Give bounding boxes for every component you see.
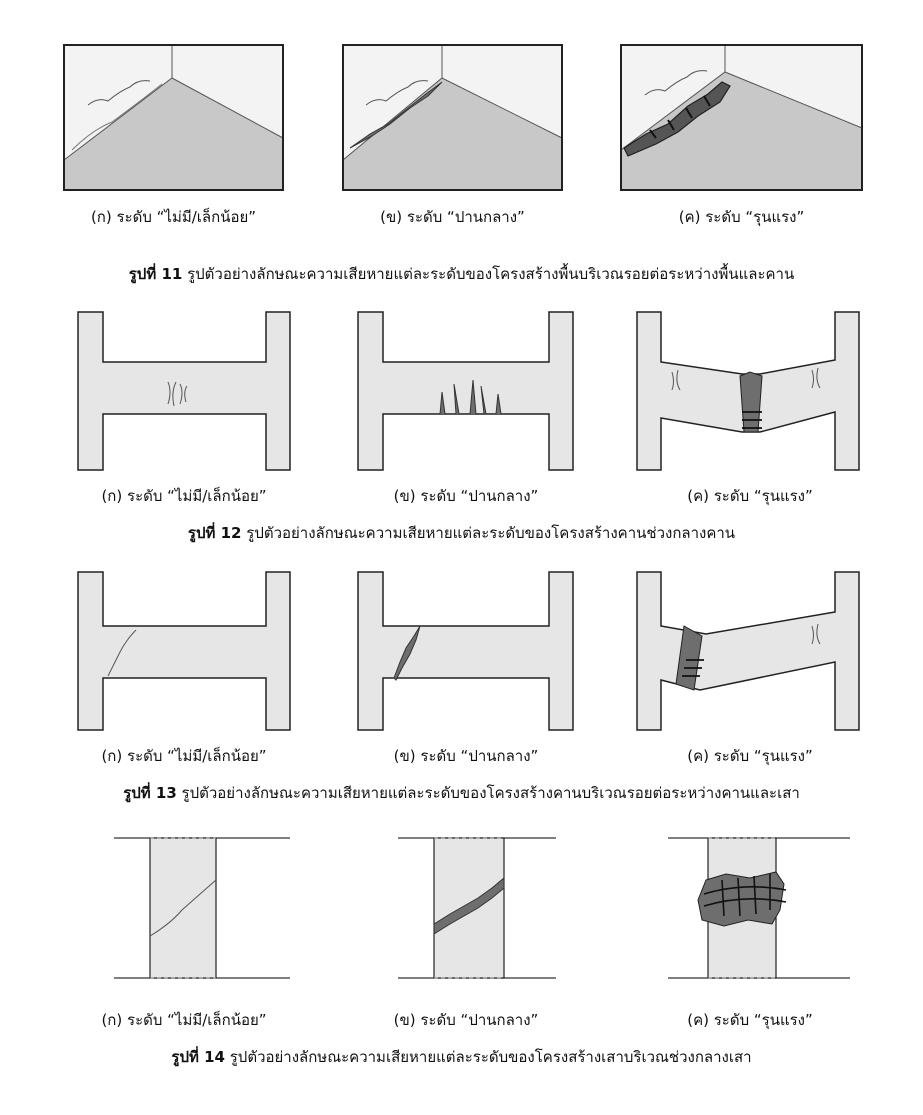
fig12-panel-moderate <box>358 312 573 470</box>
fig14-text: รูปตัวอย่างลักษณะความเสียหายแต่ละระดับของโครงสร้างเสาบริเวณช่วงกลางเสา <box>229 1048 752 1066</box>
fig12-text: รูปตัวอย่างลักษณะความเสียหายแต่ละระดับของโครงสร้างคานช่วงกลางคาน <box>246 524 736 542</box>
fig14-panel-severe <box>668 838 850 978</box>
fig11-text: รูปตัวอย่างลักษณะความเสียหายแต่ละระดับของโครงสร้างพื้นบริเวณรอยต่อระหว่างพื้นและคาน <box>187 265 795 283</box>
fig11-caption-severe: (ค) ระดับ “รุนแรง” <box>678 208 805 226</box>
fig14-caption-severe: (ค) ระดับ “รุนแรง” <box>687 1011 813 1029</box>
fig14-caption-minor: (ก) ระดับ “ไม่มี/เล็กน้อย” <box>101 1011 267 1029</box>
fig13-text: รูปตัวอย่างลักษณะความเสียหายแต่ละระดับของโครงสร้างคานบริเวณรอยต่อระหว่างคานและเสา <box>181 784 800 802</box>
fig12-caption-severe: (ค) ระดับ “รุนแรง” <box>687 487 813 505</box>
fig11-panel-severe <box>621 45 862 190</box>
fig14-title <box>0 1045 923 1069</box>
fig14-panel-minor <box>114 838 290 978</box>
fig14-caption-moderate: (ข) ระดับ “ปานกลาง” <box>393 1011 539 1029</box>
fig13-panel-moderate <box>358 572 573 730</box>
fig13-panel-minor <box>78 572 290 730</box>
fig12-label: รูปที่ 12 <box>187 524 242 542</box>
fig12-caption-minor: (ก) ระดับ “ไม่มี/เล็กน้อย” <box>101 487 267 505</box>
fig11-title <box>0 262 923 286</box>
fig11-caption-minor: (ก) ระดับ “ไม่มี/เล็กน้อย” <box>90 208 257 226</box>
fig13-label: รูปที่ 13 <box>123 784 177 802</box>
fig12-caption-moderate: (ข) ระดับ “ปานกลาง” <box>393 487 539 505</box>
fig11-panel-moderate <box>343 45 562 190</box>
fig13-title <box>0 781 923 805</box>
fig13-caption-minor: (ก) ระดับ “ไม่มี/เล็กน้อย” <box>101 747 267 765</box>
fig13-caption-severe: (ค) ระดับ “รุนแรง” <box>687 747 813 765</box>
fig11-panel-minor <box>64 45 283 190</box>
fig11-caption-moderate: (ข) ระดับ “ปานกลาง” <box>380 208 525 226</box>
fig14-label: รูปที่ 14 <box>171 1048 225 1066</box>
fig12-panel-minor <box>78 312 290 470</box>
fig13-panel-severe <box>637 572 859 730</box>
fig13-caption-moderate: (ข) ระดับ “ปานกลาง” <box>393 747 539 765</box>
fig14-panel-moderate <box>398 838 556 978</box>
fig12-panel-severe <box>637 312 859 470</box>
fig12-title <box>0 521 923 545</box>
fig11-label: รูปที่ 11 <box>128 265 183 283</box>
